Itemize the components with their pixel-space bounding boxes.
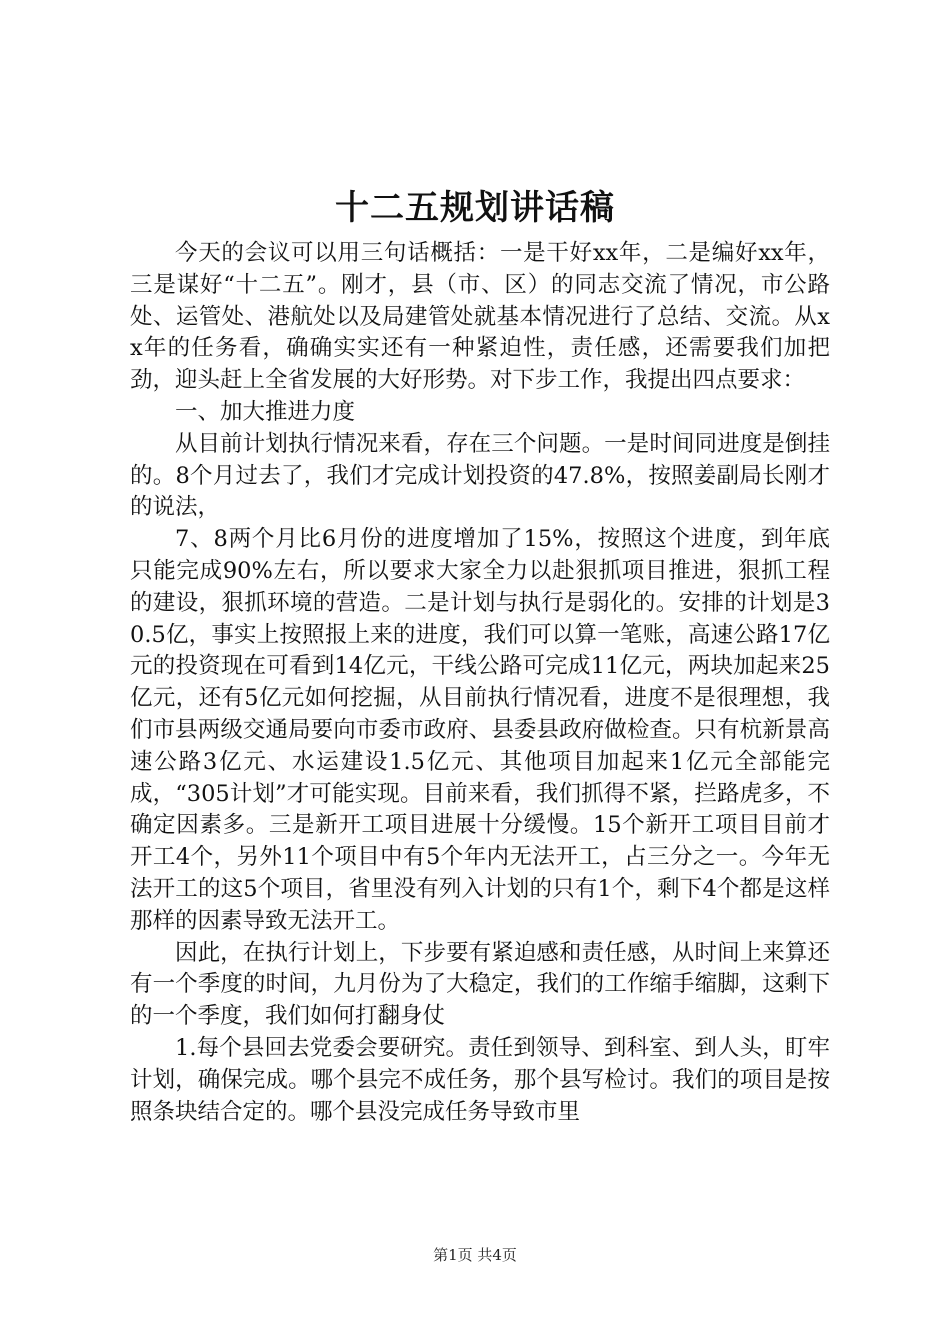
section-heading: 一、加大推进力度: [175, 398, 356, 425]
page-number-footer: 第1页 共4页: [433, 1246, 517, 1264]
paragraph-therefore: 因此，在执行计划上，下步要有紧迫感和责任感，从时间上来算还有一个季度的时间，九月份为了大稳定，我们的工作缩手缩脚，这剩下的一个季度，我们如何打翻身仗: [130, 939, 830, 1030]
paragraph-progress: 7、8两个月比6月份的进度增加了15%，按照这个进度，到年底只能完成90%左右，所以要求大家全力以赴狠抓项目推进，狠抓工程的建设，狠抓环境的营造。二是计划与执行是弱化的。安排的计划是30.5亿，事实上按照报上来的进度，我们可以算一笔账，高速公路17亿元的投资现在可看到14亿元，干线公路可完成11亿元，两块加起来25亿元，还有5亿元如何挖掘，从目前执行情况看，进度不是很理想，我们市县两级交通局要向市委市政府、县委县政府做检查。只有杭新景高速公路3亿元、水运建设1.5亿元、其他项目加起来1亿元全部能完成，“305计划”才可能实现。目前来看，我们抓得不紧，拦路虎多，不确定因素多。三是新开工项目进展十分缓慢。15个新开工项目目前才开工4个，另外11个项目中有5个年内无法开工，占三分之一。今年无法开工的这5个项目，省里没有列入计划的只有1个，剩下4个都是这样那样的因素导致无法开工。: [130, 526, 830, 934]
document-body: [130, 238, 830, 1128]
paragraph-item-1: 1.每个县回去党委会要研究。责任到领导、到科室、到人头，盯牢计划，确保完成。哪个县完不成任务，那个县写检讨。我们的项目是按照条块结合定的。哪个县没完成任务导致市里: [130, 1034, 830, 1125]
document-title: 十二五规划讲话稿: [335, 188, 615, 228]
paragraph-problems: 从目前计划执行情况来看，存在三个问题。一是时间同进度是倒挂的。8个月过去了，我们才完成计划投资的47.8%，按照姜副局长刚才的说法，: [130, 430, 830, 521]
paragraph-intro: 今天的会议可以用三句话概括：一是干好xx年，二是编好xx年，三是谋好“十二五”。刚才，县（市、区）的同志交流了情况，市公路处、运管处、港航处以及局建管处就基本情况进行了总结、交流。从xx年的任务看，确确实实还有一种紧迫性，责任感，还需要我们加把劲，迎头赶上全省发展的大好形势。对下步工作，我提出四点要求：: [130, 240, 830, 394]
